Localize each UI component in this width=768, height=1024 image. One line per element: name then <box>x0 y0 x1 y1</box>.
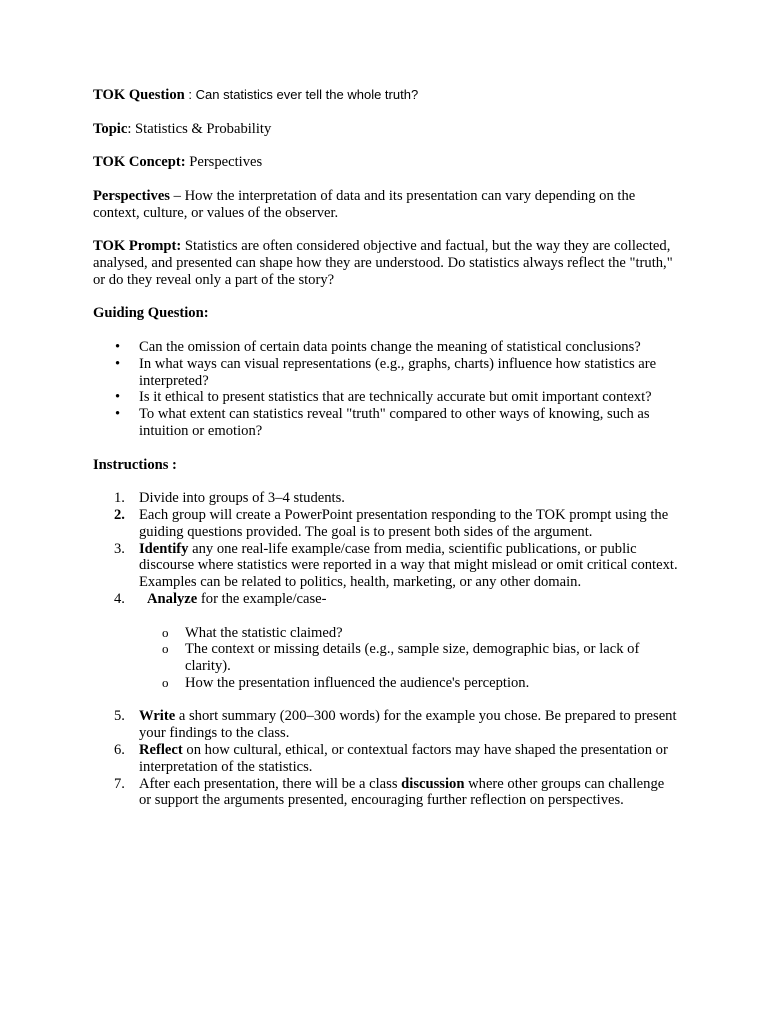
circle-bullet-icon: o <box>162 624 169 640</box>
tok-prompt-label: TOK Prompt: <box>93 238 182 255</box>
step-bold-word: Identify <box>139 540 189 557</box>
step-number: 2. <box>114 506 125 523</box>
step-number: 7. <box>114 775 125 792</box>
step-text: for the example/case- <box>197 590 327 607</box>
guiding-item-text: Is it ethical to present statistics that are technically accurate but omit important context? <box>139 389 652 406</box>
analyze-item-text: What the statistic claimed? <box>185 624 343 641</box>
step-number: 3. <box>114 540 125 557</box>
guiding-question-heading <box>93 305 678 322</box>
list-item <box>93 356 678 390</box>
analyze-item-text: The context or missing details (e.g., sample size, demographic bias, or lack of clarity). <box>185 641 640 675</box>
list-item <box>139 675 678 692</box>
tok-question-sep: : <box>184 87 196 102</box>
list-item <box>93 406 678 440</box>
tok-prompt-text: Statistics are often considered objective and factual, but the way they are collected, analysed, and presented can shape how they are understood. Do statistics always reflect the "truth," or do they reveal only a part of the story? <box>93 238 673 288</box>
perspectives-label: Perspectives <box>93 187 170 204</box>
guiding-question-list <box>93 339 678 440</box>
guiding-item-text: Can the omission of certain data points change the meaning of statistical conclusions? <box>139 338 641 355</box>
guiding-item-text: In what ways can visual representations (e.g., graphs, charts) influence how statistics are interpreted? <box>139 355 657 389</box>
step-bold-word: discussion <box>401 775 465 792</box>
list-item <box>93 490 678 507</box>
instructions-list <box>93 490 678 809</box>
guiding-item-text: To what extent can statistics reveal "truth" compared to other ways of knowing, such as intuition or emotion? <box>139 406 650 439</box>
list-item <box>93 389 678 406</box>
list-item <box>93 541 678 591</box>
tok-prompt-paragraph <box>93 238 678 288</box>
tok-concept-text: Perspectives <box>185 154 263 171</box>
step-text: a short summary (200–300 words) for the example you chose. Be prepared to present your findings to the class. <box>139 708 677 742</box>
circle-bullet-icon: o <box>162 674 169 690</box>
instructions-heading <box>93 457 678 474</box>
step-bold-word: Reflect <box>139 742 183 759</box>
bullet-icon: • <box>115 338 121 355</box>
list-item <box>93 591 678 692</box>
tok-question-label: TOK Question <box>93 87 185 103</box>
step-pre-text: After each presentation, there will be a class <box>139 775 402 792</box>
instructions-heading-text: Instructions : <box>93 456 177 473</box>
step-number: 6. <box>114 742 125 759</box>
guiding-question-heading-text: Guiding Question: <box>93 305 209 322</box>
step-text: on how cultural, ethical, or contextual factors may have shaped the presentation or interpretation of the statistics. <box>139 742 668 775</box>
list-item <box>93 708 678 742</box>
list-item <box>139 625 678 642</box>
tok-question-line <box>93 87 678 104</box>
step-text: Divide into groups of 3–4 students. <box>139 490 345 507</box>
analyze-sublist <box>139 625 678 692</box>
step-text: any one real-life example/case from media, scientific publications, or public discourse where statistics were reported in a way that might mislead or omit critical context. Examples can be related to politics, health, marketing, or any other domain. <box>139 540 678 591</box>
document-content <box>93 87 678 809</box>
topic-sep: : <box>127 120 136 137</box>
step-text: Each group will create a PowerPoint presentation responding to the TOK prompt using the guiding questions provided. The goal is to present both sides of the argument. <box>139 506 669 540</box>
step-number: 1. <box>114 490 125 507</box>
bullet-icon: • <box>115 355 121 372</box>
tok-question-text: Can statistics ever tell the whole truth? <box>195 87 419 102</box>
list-item <box>93 742 678 776</box>
step-bold-word: Analyze <box>147 590 198 607</box>
perspectives-text: – How the interpretation of data and its presentation can vary depending on the context, culture, or values of the observer. <box>93 187 636 221</box>
list-item <box>93 339 678 356</box>
topic-line <box>93 121 678 138</box>
bullet-icon: • <box>115 406 121 423</box>
analyze-item-text: How the presentation influenced the audience's perception. <box>185 674 530 691</box>
step-bold-word: Write <box>139 708 176 725</box>
list-item <box>139 641 678 675</box>
list-item <box>93 776 678 810</box>
step-text: where other groups can challenge or support the arguments presented, encouraging further reflection on perspectives. <box>139 775 665 809</box>
tok-concept-label: TOK Concept: <box>93 154 186 171</box>
perspectives-paragraph <box>93 188 678 222</box>
step-number: 5. <box>114 708 125 725</box>
step-number: 4. <box>114 590 125 607</box>
bullet-icon: • <box>115 389 121 406</box>
list-item <box>93 507 678 541</box>
topic-text: Statistics & Probability <box>135 120 272 137</box>
tok-concept-line <box>93 154 678 171</box>
topic-label: Topic <box>93 120 128 137</box>
circle-bullet-icon: o <box>162 641 169 657</box>
